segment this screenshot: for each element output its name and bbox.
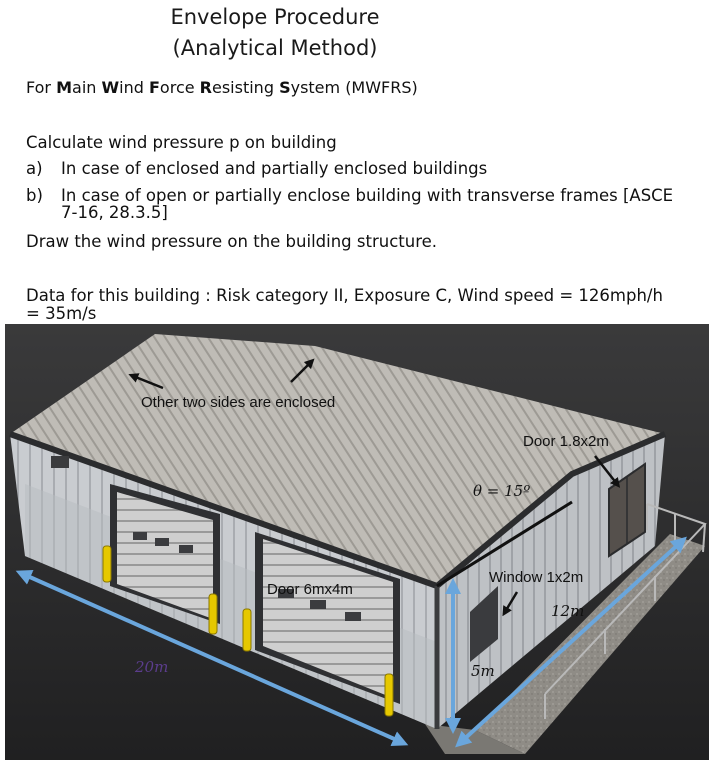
window-label: Window 1x2m	[489, 569, 584, 586]
list-item-text: In case of enclosed and partially enclosed buildings	[61, 159, 488, 178]
list-marker: a)	[26, 159, 43, 178]
length-label: 20m	[135, 658, 169, 676]
building-data-line2: = 35m/s	[26, 304, 97, 323]
wall-vent	[51, 456, 69, 468]
small-door-label: Door 1.8x2m	[523, 433, 609, 450]
list-item-b	[26, 186, 706, 226]
mwfrs-heading: For Main Wind Force Resisting System (MWFRS)	[26, 78, 418, 97]
height-label: 5m	[471, 662, 495, 680]
title-line-2: (Analytical Method)	[172, 36, 378, 60]
large-door-label: Door 6mx4m	[267, 581, 353, 598]
list-item-text-line1: In case of open or partially enclose building with transverse frames [ASCE	[61, 186, 674, 205]
width-label: 12m	[551, 602, 585, 620]
task-text: Calculate wind pressure p on building	[26, 133, 337, 152]
building-data-line1: Data for this building : Risk category II, Exposure C, Wind speed = 126mph/h	[26, 286, 663, 305]
list-item-text-line2: 7-16, 28.3.5]	[61, 203, 168, 222]
list-marker: b)	[26, 186, 43, 205]
title-line-1: Envelope Procedure	[170, 5, 380, 29]
list-item-a	[26, 159, 706, 179]
enclosed-sides-label: Other two sides are enclosed	[141, 394, 336, 411]
roof-angle-label: θ = 15º	[473, 482, 531, 500]
warehouse-illustration	[5, 324, 709, 760]
draw-instruction: Draw the wind pressure on the building structure.	[26, 232, 438, 251]
